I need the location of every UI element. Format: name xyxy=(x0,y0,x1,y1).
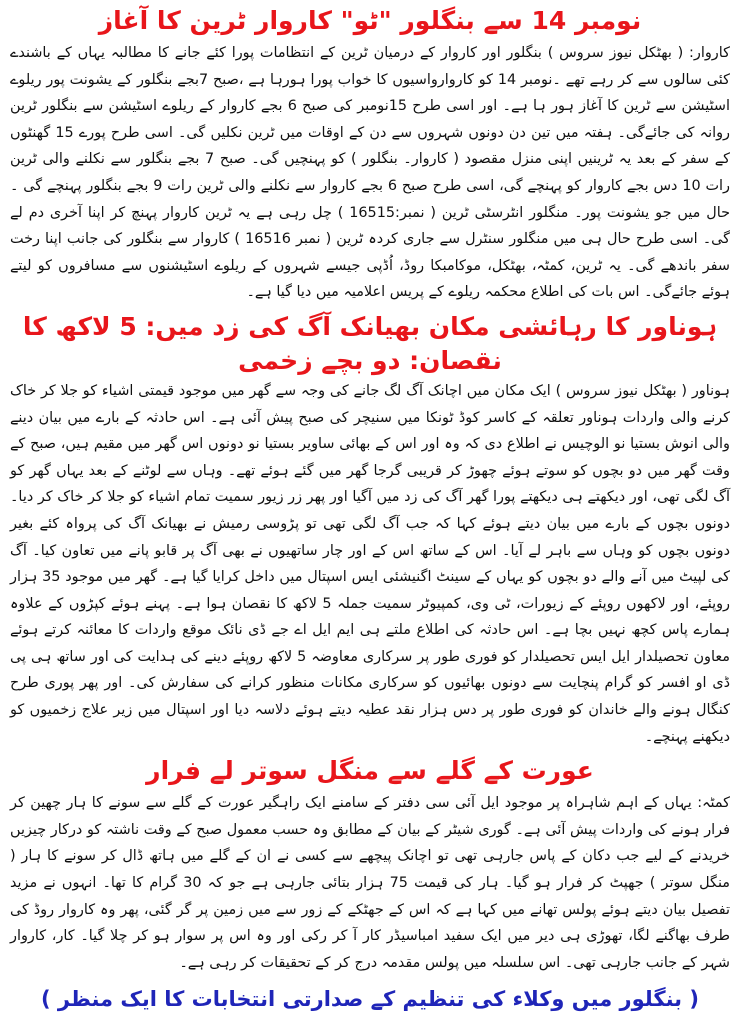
photo-caption-link[interactable]: ( بنگلور میں وکلاء کی تنظیم کے صدارتی انتخابات کا ایک منظر ) xyxy=(41,987,699,1012)
article-1-headline: نومبر 14 سے بنگلور "ٹو" کاروار ٹرین کا آغاز xyxy=(98,6,642,35)
news-page xyxy=(0,4,740,1024)
article-1-body: کاروار: ( بھٹکل نیوز سروس ) بنگلور اور کاروار کے درمیان ٹرین کے انتظامات پورا کئے جانے کا مطالبہ یہاں کے باشندے کئی سالوں سے کر رہے تھے ۔نومبر 14 کو کاروارواسیوں کا خواب پورا ہورہا ہے ،صبح 7بجے بنگلور کے یشونت پور ریلوے اسٹیشن سے ٹرین کا آغاز ہور ہا ہے۔ اور اسی طرح 15نومبر کی صبح 6 بجے کاروار کے ریلوے اسٹیشن سے بنگلور ٹرین روانہ کی جائےگی۔ ہفتہ میں تین دن دونوں شہروں سے دن کے اوقات میں ٹرین نکلیں گی۔ اسی طرح پورے 15 گھنٹوں کے سفر کے بعد یہ ٹرینیں اپنی منزل مقصود ( کاروار۔ بنگلور ) کو پہنچیں گی۔ صبح 7 بجے بنگلور سے نکلنے والی ٹرین رات 10 دس بجے کاروار کو پہنچے گی، اسی طرح صبح 6 بجے کاروار سے نکلنے والی ٹرین رات 9 بجے بنگلور پہنچے گی ۔ حال میں جو یشونت پور۔ منگلور انٹرسٹی ٹرین ( نمبر:16515 ) چل رہی ہے یہ ٹرین کاروار پہنچ کر اپنا آخری دم لے گی۔ اسی طرح حال ہی میں منگلور سنٹرل سے جاری کردہ ٹرین ( نمبر 16516 ) کاروار سے بنگلور کی جانب اپنا رخت سفر باندھے گی۔ یہ ٹرین، کمٹہ، بھٹکل، موکامبکا روڈ، اُڈپی جیسے شہروں کے ریلوے اسٹیشنوں سے مسافروں کو لیتے ہوئے جائےگی۔ اس بات کی اطلاع محکمہ ریلوے کے پریس اعلامیہ میں دیا گیا ہے۔ xyxy=(10,45,731,301)
article-3-headline: عورت کے گلے سے منگل سوتر لے فرار xyxy=(146,756,594,786)
article-3-body: کمٹہ: یہاں کے اہم شاہراہ پر موجود ایل آئی سی دفتر کے سامنے ایک راہگیر عورت کے گلے سے سونے کا ہار چھین کر فرار ہونے کی واردات پیش آئی ہے۔ گوری شیٹر کے بیان کے مطابق وہ حسب معمول صبح کے وقت ناشتہ کو درکار چیزیں خریدنے کے لیے جب دکان کے پاس جارہی تھی تو اچانک پیچھے سے کسی نے ان کے گلے میں ہاتھ ڈال کر سونے کا ہار ( منگل سوتر ) جھپٹ کر فرار ہو گیا۔ ہار کی قیمت 75 ہزار بتائی جارہی ہے جو کہ 30 گرام کا تھا۔ انہوں نے مزید تفصیل بیان دیتے ہوئے پولس تھانے میں کہا ہے کہ اس کے جھٹکے کے زور سے میں زمین پر گر گئی، پھر وہ کاروار روڈ کی طرف بھاگنے لگا، تھوڑی ہی دیر میں ایک سفید امباسیڈر کار آ کر رکی اور وہ اس پر سوار ہو کر چلا گیا۔ کار، کاروار شہر کے جانب جارہی تھی۔ اس سلسلہ میں پولس مقدمہ درج کر کے تحقیقات کر رہی ہے۔ xyxy=(10,795,730,971)
article-2-body: ہوناور ( بھٹکل نیوز سروس ) ایک مکان میں اچانک آگ لگ جانے کی وجہ سے گھر میں موجود قیمتی اشیاء کو جلا کر خاک کرنے والی واردات ہوناور تعلقہ کے کاسر کوڈ ٹونکا میں سنیچر کی صبح پیش آئی ہے۔ اس حادثہ کے بارے میں بیان دینے والی انوش بستیا نو الوچیس نے اطلاع دی کہ وہ اور اس کے بھائی ساویر بستیا نو دونوں اس گھر میں مقیم ہیں، صبح کے وقت گھر میں دو بچوں کو سوتے ہوئے چھوڑ کر قریبی گرجا گھر میں گئے ہوئے تھے۔ وہاں سے لوٹنے کے بعد یہاں گھر کو آگ لگی تھی، اور دیکھتے ہی دیکھتے پورا گھر آگ کی زد میں آگیا اور پھر زر زیور سمیت تمام اشیاء کو جلا کر خاک کر دیا۔ دونوں بچوں کے بارے میں بیان دیتے ہوئے کہا کہ جب آگ لگی تھی تو پڑوسی رمیش نے بھیانک آگ کی پرواہ کئے بغیر دونوں بچوں کو وہاں سے باہر لے آیا۔ اس کے ساتھ اس کے اور چار ساتھیوں نے بھی آگ پر قابو پانے میں تعاون کیا۔ آگ کی لپیٹ میں آنے والے دو بچوں کو یہاں کے سینٹ اگنیشئی ایس اسپتال میں داخل کرایا گیا ہے۔ گھر میں موجود 35 ہزار روپئے، اور لاکھوں روپئے کے زیورات، ٹی وی، کمپیوٹر سمیت جملہ 5 لاکھ کا نقصان ہوا ہے۔ پہنے ہوئے کپڑوں کے علاوہ ہمارے پاس کچھ نہیں بچا ہے۔ اس حادثہ کی اطلاع ملتے ہی ایم ایل اے جے ڈی نائک موقع واردات کا معائنہ کرتے ہوئے معاون تحصیلدار ایل ایس تحصیلدار کو فوری طور پر سرکاری معاوضہ 5 لاکھ روپئے دینے کی ہدایت کی اور ساتھ ہی پی ڈی او افسر کو گرام پنچایت سے دونوں بھائیوں کو سرکاری مکانات منظور کرانے کی سفارش کی۔ اور پھر پوری طرح کنگال ہونے والے خاندان کو فوری طور پر دس ہزار نقد عطیہ دیتے ہوئے دلاسہ دیا اور اسپتال میں زیر علاج زخمیوں کو دیکھنے پہنچے۔ xyxy=(10,382,730,745)
article-2-headline: ہوناور کا رہائشی مکان بھیانک آگ کی زد میں: 5 لاکھ کا نقصان: دو بچے زخمی xyxy=(22,311,718,375)
